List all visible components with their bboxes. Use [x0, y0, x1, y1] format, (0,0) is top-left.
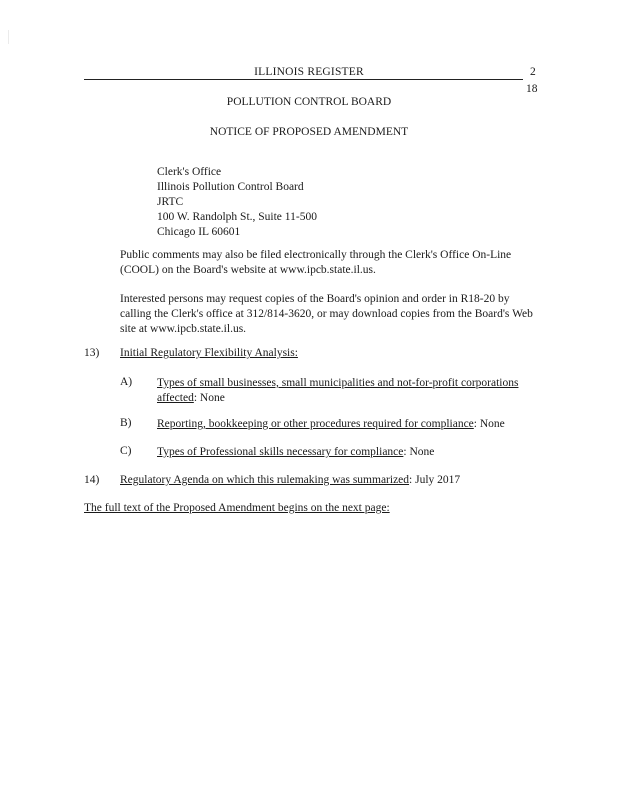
- notice-title: NOTICE OF PROPOSED AMENDMENT: [209, 126, 409, 138]
- address-line: Chicago IL 60601: [157, 226, 241, 238]
- address-line: 100 W. Randolph St., Suite 11-500: [157, 211, 317, 223]
- scan-mark: [8, 30, 17, 44]
- item-14-number: 14): [84, 474, 100, 486]
- item-13-heading: Initial Regulatory Flexibility Analysis:: [120, 347, 298, 359]
- page-number-secondary: 18: [526, 83, 538, 95]
- public-comments-paragraph: Public comments may also be filed electronically through the Clerk's Office On-Line (COOL) on the Board's website at www.ipcb.state.il.us.: [120, 249, 512, 276]
- interested-persons-paragraph: Interested persons may request copies of the Board's opinion and order in R18-20 by calling the Clerk's office at 312/814-3620, or may download copies from the Board's Web site at www.ipcb.state.il.us.: [120, 293, 533, 335]
- item-13a-letter: A): [120, 376, 133, 388]
- item-13c-letter: C): [120, 445, 132, 457]
- clerk-address: [157, 165, 317, 240]
- item-13-number: 13): [84, 347, 100, 359]
- page-number: 2: [530, 66, 536, 78]
- header-rule: [84, 79, 523, 80]
- address-line: JRTC: [157, 196, 184, 208]
- item-13a-text: Types of small businesses, small municipalities and not-for-profit corporations affected: None: [157, 377, 519, 404]
- address-line: Clerk's Office: [157, 166, 222, 178]
- item-13b-text: Reporting, bookkeeping or other procedures required for compliance: None: [157, 418, 505, 430]
- agency-name: POLLUTION CONTROL BOARD: [226, 96, 392, 108]
- address-line: Illinois Pollution Control Board: [157, 181, 304, 193]
- register-title: ILLINOIS REGISTER: [254, 66, 364, 78]
- footer-note: The full text of the Proposed Amendment begins on the next page:: [84, 502, 390, 514]
- item-13b-letter: B): [120, 417, 132, 429]
- item-14-text: Regulatory Agenda on which this rulemaking was summarized: July 2017: [120, 474, 461, 486]
- item-13c-text: Types of Professional skills necessary for compliance: None: [157, 446, 435, 458]
